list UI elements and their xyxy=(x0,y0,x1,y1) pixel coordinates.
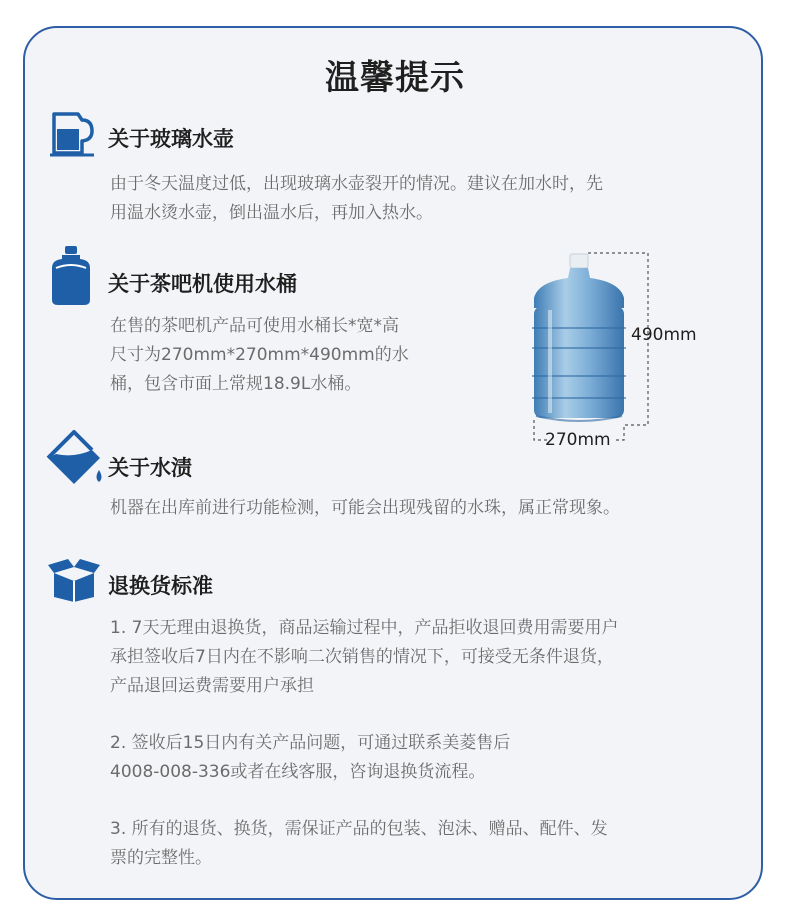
section-title-glass-kettle: 关于玻璃水壶 xyxy=(108,127,234,151)
text-line: 承担签收后7日内在不影响二次销售的情况下，可接受无条件退货， xyxy=(110,647,614,667)
text-line: 1. 7天无理由退换货，商品运输过程中，产品拒收退回费用需要用户 xyxy=(110,618,619,638)
section-title-returns: 退换货标准 xyxy=(108,574,213,598)
section-text-water-stain xyxy=(110,494,620,523)
section-title-water-stain: 关于水渍 xyxy=(108,456,192,480)
text-line: 由于冬天温度过低，出现玻璃水壶裂开的情况。建议在加水时，先 xyxy=(110,174,603,194)
text-line: 4008-008-336或者在线客服，咨询退换货流程。 xyxy=(110,762,486,782)
text-line: 票的完整性。 xyxy=(110,848,212,868)
text-line: 在售的茶吧机产品可使用水桶长*宽*高 xyxy=(110,316,399,336)
returns-paragraph-1 xyxy=(110,614,618,701)
section-title-water-bucket: 关于茶吧机使用水桶 xyxy=(108,272,297,296)
returns-paragraph-3 xyxy=(110,815,608,873)
returns-paragraph-2 xyxy=(110,729,510,787)
text-line: 机器在出库前进行功能检测，可能会出现残留的水珠，属正常现象。 xyxy=(110,498,620,518)
text-line: 用温水烫水壶，倒出温水后，再加入热水。 xyxy=(110,203,433,223)
page-title: 温馨提示 xyxy=(325,58,465,98)
text-line: 3. 所有的退货、换货，需保证产品的包装、泡沫、赠品、配件、发 xyxy=(110,819,608,839)
text-line: 2. 签收后15日内有关产品问题，可通过联系美菱售后 xyxy=(110,733,511,753)
text-line: 桶，包含市面上常规18.9L水桶。 xyxy=(110,374,362,394)
text-line: 尺寸为270mm*270mm*490mm的水 xyxy=(110,345,409,365)
section-text-glass-kettle xyxy=(110,170,603,228)
water-bucket-icon xyxy=(50,246,92,306)
glass-kettle-icon xyxy=(48,111,98,157)
return-box-icon xyxy=(46,555,102,603)
bucket-height-label: 490mm xyxy=(631,325,697,345)
bucket-width-label: 270mm xyxy=(545,430,611,450)
water-stain-icon xyxy=(44,428,106,488)
section-text-water-bucket xyxy=(110,312,409,399)
water-bucket-image xyxy=(520,248,660,448)
text-line: 产品退回运费需要用户承担 xyxy=(110,676,314,696)
